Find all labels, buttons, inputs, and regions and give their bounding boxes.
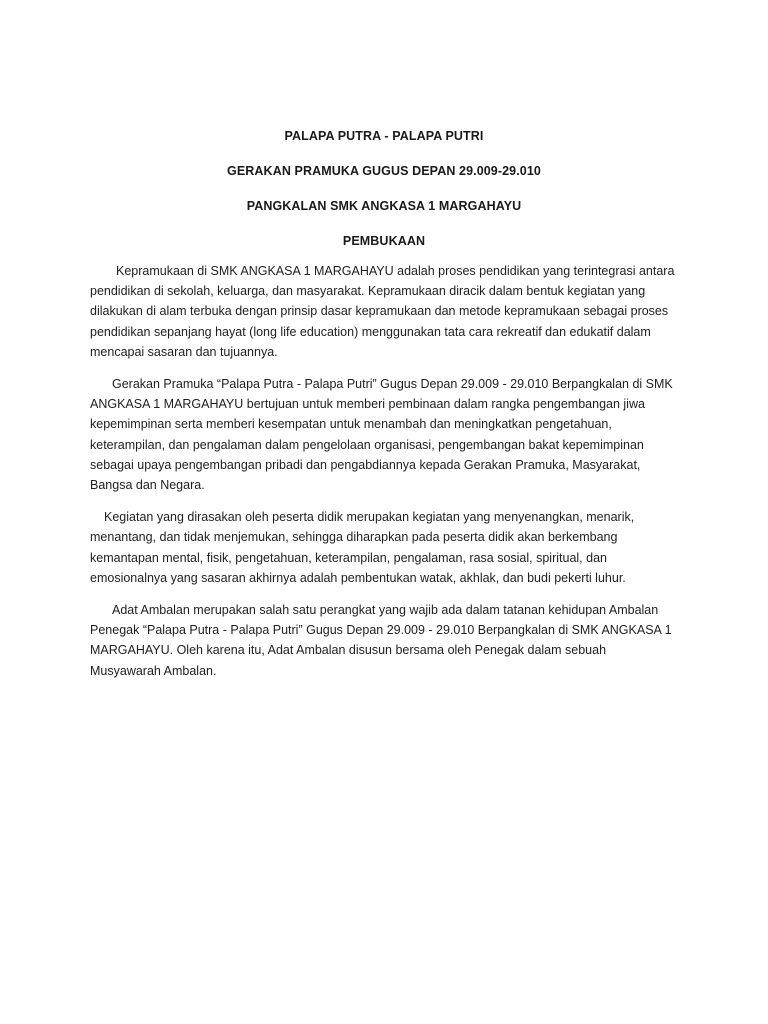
document-headings <box>0 128 768 268</box>
paragraph-line: Gerakan Pramuka “Palapa Putra - Palapa Putri” Gugus Depan 29.009 - 29.010 Berpangkalan di SMK <box>112 377 673 392</box>
paragraph-line: sebagai upaya pengembangan pribadi dan pengabdiannya kepada Gerakan Pramuka, Masyarakat, <box>90 457 641 472</box>
paragraph-line: ANGKASA 1 MARGAHAYU bertujuan untuk memberi pembinaan dalam rangka pengembangan jiwa <box>90 397 645 412</box>
paragraph-line: Kepramukaan di SMK ANGKASA 1 MARGAHAYU adalah proses pendidikan yang terintegrasi antara <box>116 264 675 278</box>
document-base: PANGKALAN SMK ANGKASA 1 MARGAHAYU <box>246 199 522 213</box>
paragraph-line: kepemimpinan serta memberi kesempatan untuk menambah dan meningkatkan pengetahuan, <box>90 417 612 432</box>
paragraph-line: keterampilan, dan pengalaman dalam pengelolaan organisasi, pengembangan bakat kepemimpinan <box>90 437 644 452</box>
paragraph-line: Musyawarah Ambalan. <box>90 663 217 678</box>
paragraph-line: emosionalnya yang sasaran akhirnya adalah pembentukan watak, akhlak, dan budi pekerti luhur. <box>90 570 626 585</box>
paragraph-line: menantang, dan tidak menjemukan, sehingga diharapkan pada peserta didik akan berkembang <box>90 530 618 545</box>
paragraph-4 <box>90 600 680 681</box>
paragraph-line: kemantapan mental, fisik, pengetahuan, keterampilan, pengalaman, rasa sosial, spiritual, dan <box>90 550 607 565</box>
section-title: PEMBUKAAN <box>342 234 426 248</box>
paragraph-line: Adat Ambalan merupakan salah satu perangkat yang wajib ada dalam tatanan kehidupan Ambalan <box>112 603 659 618</box>
document-title: PALAPA PUTRA - PALAPA PUTRI <box>284 129 484 143</box>
paragraph-line: dilakukan di alam terbuka dengan prinsip dasar kepramukaan dan metode kepramukaan sebagai proses <box>90 304 669 319</box>
paragraph-line: Penegak “Palapa Putra - Palapa Putri” Gugus Depan 29.009 - 29.010 Berpangkalan di SMK ANGKASA 1 <box>90 623 672 638</box>
paragraph-line: MARGAHAYU. Oleh karena itu, Adat Ambalan disusun bersama oleh Penegak dalam sebuah <box>90 643 607 658</box>
document-body <box>90 261 680 693</box>
paragraph-line: Bangsa dan Negara. <box>90 478 205 493</box>
paragraph-line: pendidikan sepanjang hayat (long life education) menggunakan tata cara rekreatif dan edukatif dalam <box>90 324 651 339</box>
paragraph-1 <box>90 261 680 362</box>
paragraph-line: mencapai sasaran dan tujuannya. <box>90 344 278 359</box>
paragraph-2 <box>90 374 680 495</box>
paragraph-line: pendidikan di sekolah, keluarga, dan masyarakat. Kepramukaan diracik dalam bentuk kegiatan yang <box>90 284 646 299</box>
paragraph-3 <box>90 507 680 588</box>
document-subtitle: GERAKAN PRAMUKA GUGUS DEPAN 29.009-29.010 <box>227 164 541 178</box>
paragraph-line: Kegiatan yang dirasakan oleh peserta didik merupakan kegiatan yang menyenangkan, menarik, <box>104 510 635 525</box>
